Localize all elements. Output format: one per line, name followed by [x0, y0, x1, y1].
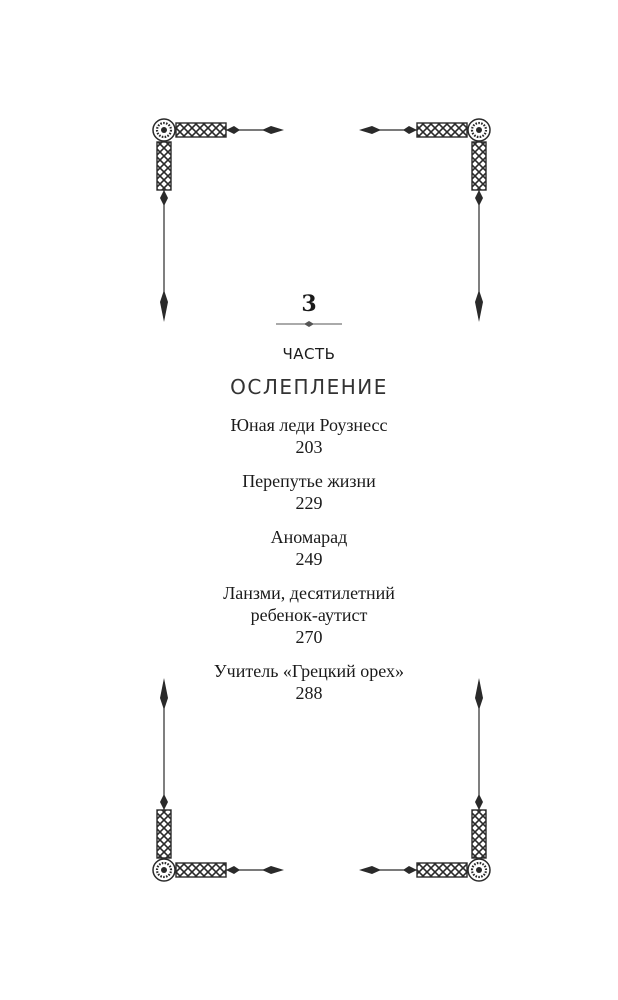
divider-icon: [274, 320, 344, 328]
toc-entry-title: Ланзми, десятилетний ребенок-аутист: [223, 583, 395, 625]
toc-entry[interactable]: [0, 660, 618, 704]
toc-entry-title: Аномарад: [270, 527, 348, 547]
part-number: 3: [301, 291, 317, 317]
toc-entry-page: 229: [295, 493, 323, 513]
toc-entry-page: 270: [295, 627, 323, 647]
toc-entry-page: 249: [295, 549, 323, 569]
toc-entry-page: 203: [295, 437, 323, 457]
part-label: ЧАСТЬ: [282, 345, 336, 363]
part-title: ОСЛЕПЛЕНИЕ: [230, 375, 388, 399]
toc-entry[interactable]: [0, 582, 618, 648]
toc-entry-title: Юная леди Роузнесс: [230, 415, 388, 435]
part-contents: [0, 290, 618, 716]
toc-entry[interactable]: [0, 470, 618, 514]
toc-entry-title: Учитель «Грецкий орех»: [213, 661, 405, 681]
toc-entry-page: 288: [295, 683, 323, 703]
toc-entry[interactable]: [0, 414, 618, 458]
toc-entry-title: Перепутье жизни: [242, 471, 376, 491]
toc-entry[interactable]: [0, 526, 618, 570]
table-of-contents: [0, 414, 618, 704]
